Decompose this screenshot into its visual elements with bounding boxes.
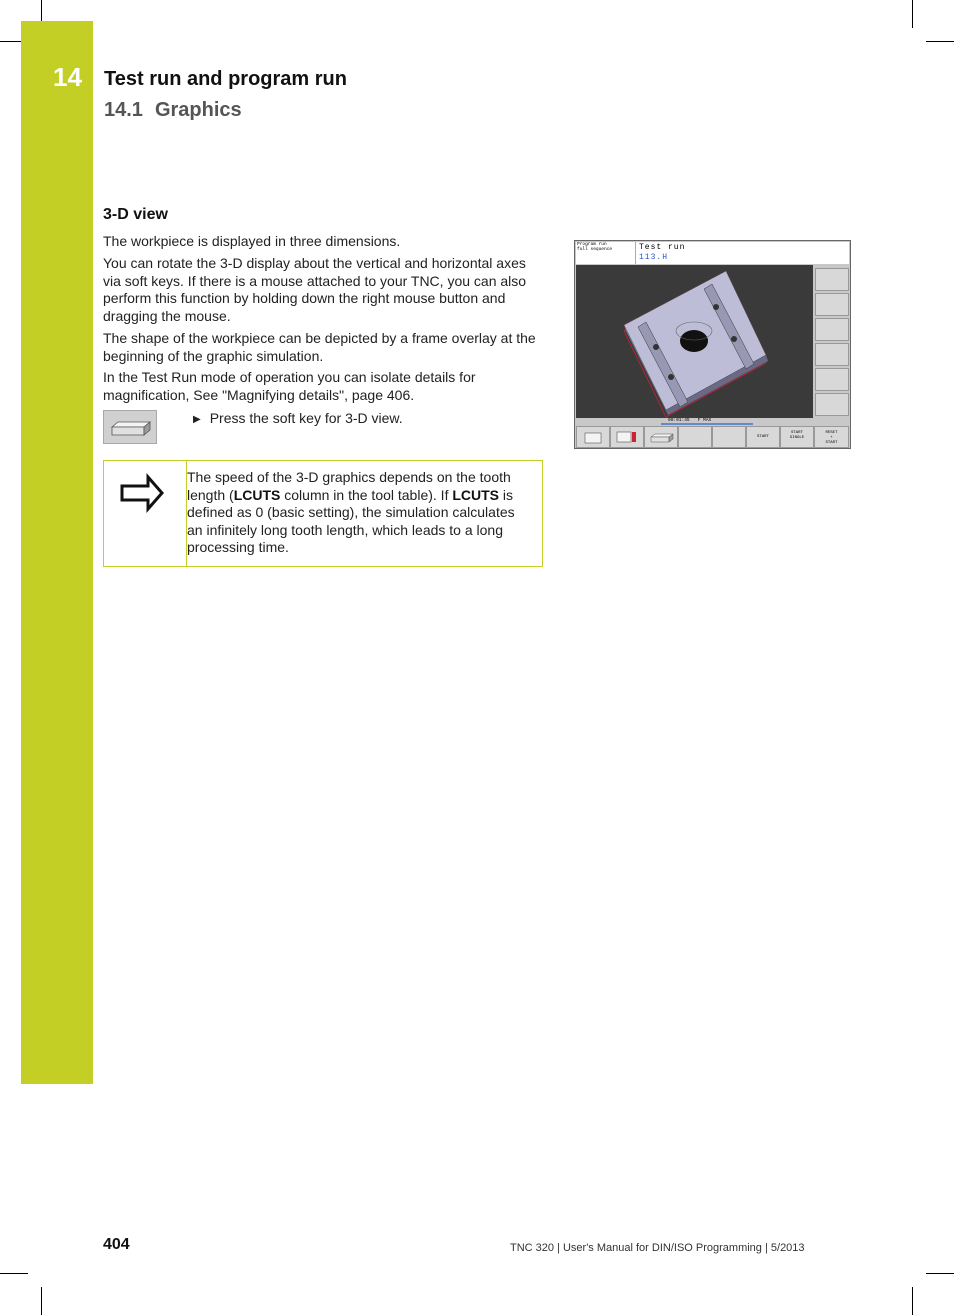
page-number: 404 (103, 1236, 130, 1253)
screen-header-left (576, 242, 636, 264)
operating-mode-label: full sequence (577, 247, 613, 252)
chapter-number: 14 (53, 62, 82, 92)
three-plane-icon (611, 427, 643, 447)
note-text (187, 469, 533, 557)
mode-title: Test run (639, 243, 686, 252)
crop-mark (912, 1287, 913, 1315)
note-text-part: is defined as 0 (basic setting), the simulation calculates an infinitely long tooth length, which leads to a long processing time. (187, 486, 515, 555)
paragraph: The workpiece is displayed in three dimensions. (103, 233, 401, 249)
crop-mark (912, 0, 913, 28)
subsection-heading: 3-D view (103, 206, 168, 223)
time-value: 00:01:45 (668, 418, 690, 423)
paragraph: The shape of the workpiece can be depicted by a frame overlay at the beginning of the graphic simulation. (103, 330, 536, 364)
chapter-sidebar (21, 21, 93, 1084)
step-text: Press the soft key for 3-D view. (209, 410, 403, 426)
tnc-screenshot (574, 240, 851, 449)
chapter-title: Test run and program run (104, 68, 347, 90)
instruction-step (193, 410, 403, 426)
feed-label: F MAX (697, 418, 712, 423)
softkey-label: SINGLE (789, 436, 805, 440)
softkey-label: + (830, 436, 833, 440)
note-text-part: column in the tool table). If (280, 486, 453, 503)
crop-mark (0, 41, 21, 42)
3d-view-icon (645, 427, 677, 447)
softkey-reset-start[interactable] (814, 426, 849, 448)
softkey-label: RESET (825, 431, 838, 435)
section-title (104, 99, 242, 122)
vertical-softkey-bar (815, 265, 849, 418)
screen-header-right (636, 242, 849, 264)
vertical-softkey[interactable] (815, 393, 849, 416)
softkey-label: START (756, 435, 769, 439)
horizontal-softkey-bar (576, 426, 849, 448)
note-text-part: The speed of the 3-D graphics depends on the tooth length ( (187, 469, 511, 503)
vertical-softkey[interactable] (815, 318, 849, 341)
graphics-view (576, 265, 813, 418)
progress-bar (661, 423, 753, 425)
softkey-start[interactable] (746, 426, 780, 448)
crop-mark (41, 1287, 42, 1315)
vertical-softkey[interactable] (815, 368, 849, 391)
softkey-empty[interactable] (712, 426, 746, 448)
softkey-label: START (825, 441, 838, 445)
vertical-softkey[interactable] (815, 343, 849, 366)
vertical-softkey[interactable] (815, 293, 849, 316)
paragraph: You can rotate the 3-D display about the vertical and horizontal axes via soft keys. If there is a mouse attached to your TNC, you can also perform this function by holding down the right mouse button and dragging the mouse. (103, 255, 527, 324)
note-icon-cell (104, 461, 187, 566)
program-name: 113.H (639, 253, 669, 262)
softkey-start-single[interactable] (780, 426, 814, 448)
footer-text: TNC 320 | User's Manual for DIN/ISO Programming | 5/2013 (510, 1242, 805, 1254)
workpiece-3d-graphic (576, 265, 813, 418)
crop-mark (926, 41, 954, 42)
plan-view-icon (577, 427, 609, 447)
status-bar (576, 418, 849, 426)
paragraph: In the Test Run mode of operation you can isolate details for magnification, See "Magnifying details", page 406. (103, 369, 476, 403)
softkey-3d-view[interactable] (644, 426, 678, 448)
crop-mark (41, 0, 42, 21)
softkey-plan-view[interactable] (576, 426, 610, 448)
note-box (103, 460, 543, 567)
parameter-code: LCUTS (452, 486, 500, 503)
crop-mark (0, 1273, 28, 1274)
crop-mark (926, 1273, 954, 1274)
3d-view-softkey-icon (103, 410, 157, 444)
bullet-triangle-icon: ▶ (193, 414, 201, 425)
section-name: Graphics (154, 99, 242, 121)
parameter-code: LCUTS (233, 486, 281, 503)
operating-mode-label: Program run (577, 242, 607, 247)
arrow-right-icon (104, 466, 186, 526)
softkey-three-plane-view[interactable] (610, 426, 644, 448)
vertical-softkey[interactable] (815, 268, 849, 291)
softkey-label: START (790, 431, 803, 435)
softkey-empty[interactable] (678, 426, 712, 448)
section-number: 14.1 (104, 99, 143, 121)
